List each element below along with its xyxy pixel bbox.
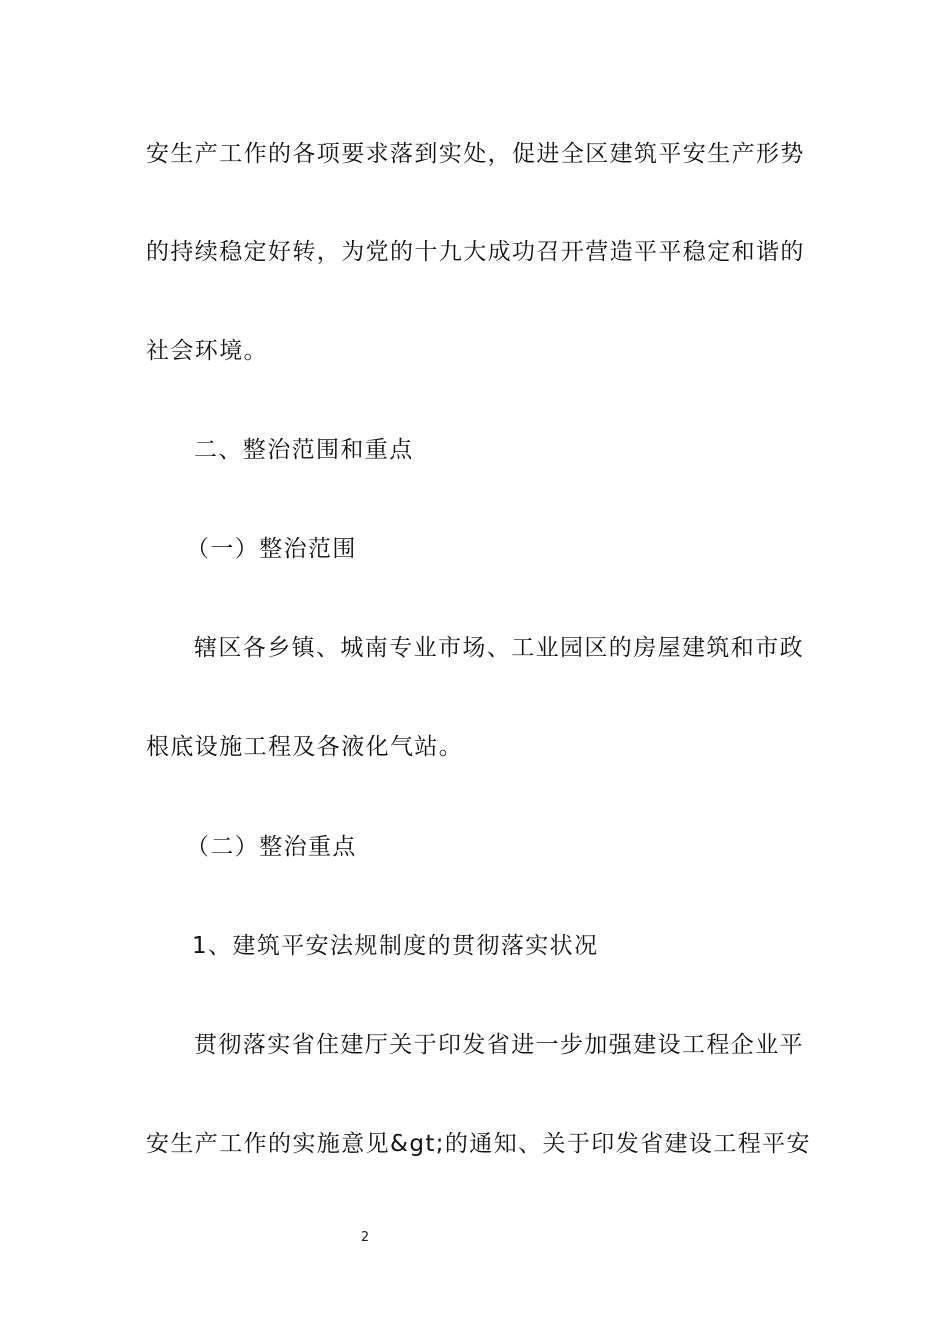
paragraph-text: 根底设施工程及各液化气站。 [146, 734, 464, 760]
paragraph-text: 的持续稳定好转，为党的十九大成功召开营造平平稳定和谐的 [146, 239, 805, 265]
subsection-heading-text: （一）整治范围 [186, 536, 357, 562]
text-line [0, 331, 950, 371]
text-line [0, 232, 950, 272]
page-number: 2 [360, 1230, 370, 1245]
item-heading-text: 1、建筑平安法规制度的贯彻落实状况 [192, 933, 599, 959]
section-heading [0, 430, 950, 470]
text-line [0, 1124, 950, 1164]
text-line [0, 134, 950, 174]
text-line [0, 628, 950, 668]
paragraph-text: 社会环境。 [146, 338, 268, 364]
section-heading-text: 二、整治范围和重点 [194, 437, 414, 463]
paragraph-text: 辖区各乡镇、城南专业市场、工业园区的房屋建筑和市政 [194, 635, 804, 661]
text-line [0, 1025, 950, 1065]
paragraph-text: 安生产工作的实施意见&gt;的通知、关于印发省建设工程平安 [146, 1131, 811, 1157]
paragraph-text: 安生产工作的各项要求落到实处，促进全区建筑平安生产形势 [146, 141, 805, 167]
subsection-heading-text: （二）整治重点 [186, 834, 357, 860]
text-line [0, 727, 950, 767]
paragraph-text: 贯彻落实省住建厅关于印发省进一步加强建设工程企业平 [194, 1032, 804, 1058]
item-heading [0, 926, 950, 966]
subsection-heading [0, 529, 950, 569]
subsection-heading [0, 827, 950, 867]
